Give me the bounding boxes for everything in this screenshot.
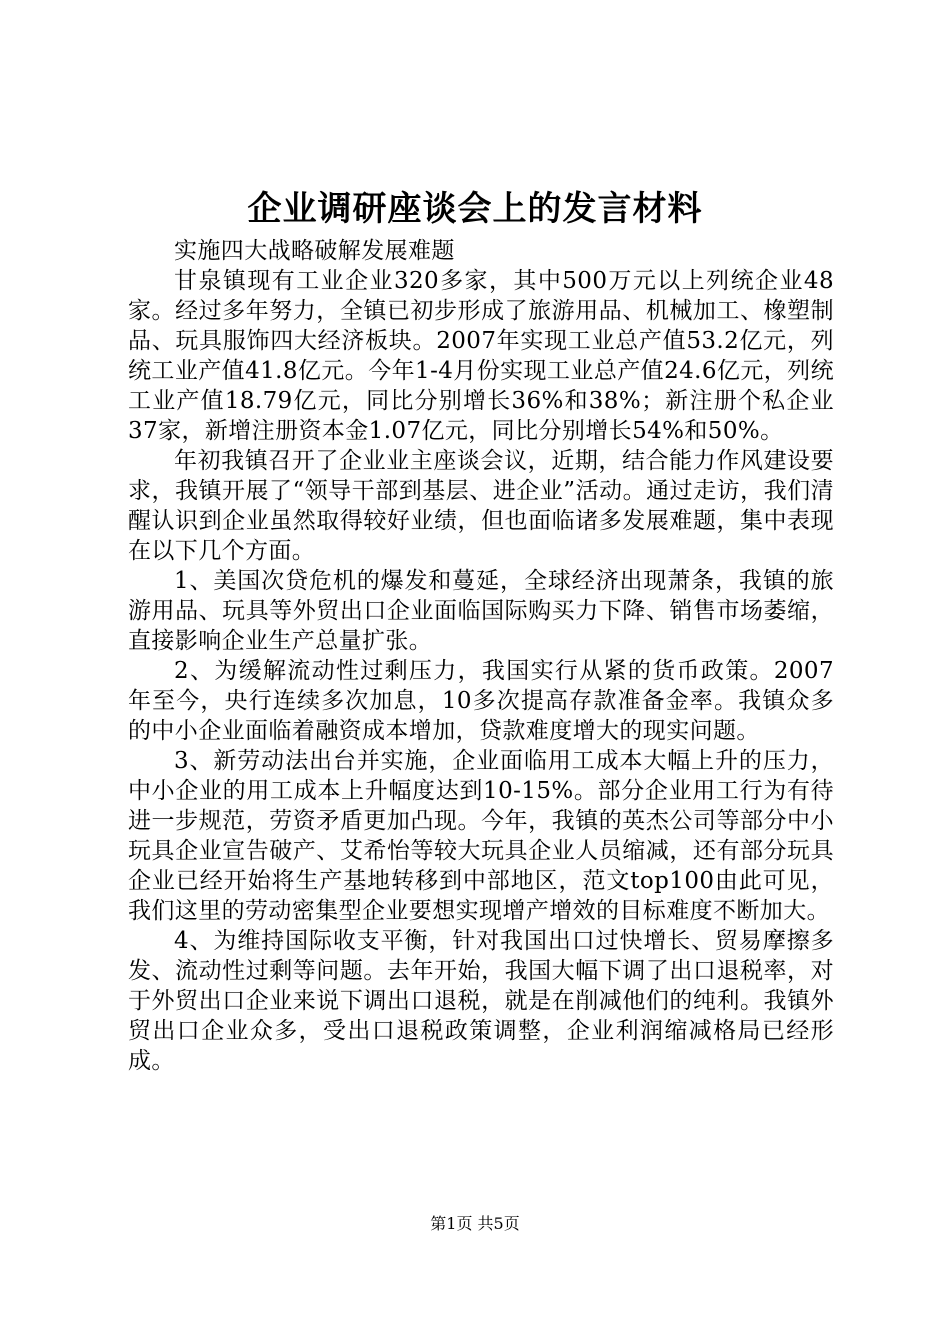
page-number-footer: 第1页 共5页	[430, 1214, 520, 1233]
paragraph-survey: 年初我镇召开了企业业主座谈会议，近期，结合能力作风建设要求，我镇开展了“领导干部到基层、进企业”活动。通过走访，我们清醒认识到企业虽然取得较好业绩，但也面临诸多发展难题，集中表现在以下几个方面。	[128, 448, 834, 564]
paragraph-point-2: 2、为缓解流动性过剩压力，我国实行从紧的货币政策。2007年至今，央行连续多次加息，10多次提高存款准备金率。我镇众多的中小企业面临着融资成本增加，贷款难度增大的现实问题。	[128, 658, 834, 744]
paragraph-point-1: 1、美国次贷危机的爆发和蔓延，全球经济出现萧条，我镇的旅游用品、玩具等外贸出口企业面临国际购买力下降、销售市场萎缩，直接影响企业生产总量扩张。	[128, 568, 834, 654]
paragraph-point-3: 3、新劳动法出台并实施，企业面临用工成本大幅上升的压力，中小企业的用工成本上升幅度达到10-15%。部分企业用工行为有待进一步规范，劳资矛盾更加凸现。今年，我镇的英杰公司等部分中小玩具企业宣告破产、艾希怡等较大玩具企业人员缩减，还有部分玩具企业已经开始将生产基地转移到中部地区，范文top100由此可见，我们这里的劳动密集型企业要想实现增产增效的目标难度不断加大。	[128, 748, 834, 924]
paragraph-point-4: 4、为维持国际收支平衡，针对我国出口过快增长、贸易摩擦多发、流动性过剩等问题。去年开始，我国大幅下调了出口退税率，对于外贸出口企业来说下调出口退税，就是在削减他们的纯利。我镇外贸出口企业众多，受出口退税政策调整，企业利润缩减格局已经形成。	[128, 928, 834, 1074]
document-body	[128, 236, 834, 1076]
paragraph-overview: 甘泉镇现有工业企业320多家，其中500万元以上列统企业48家。经过多年努力，全镇已初步形成了旅游用品、机械加工、橡塑制品、玩具服饰四大经济板块。2007年实现工业总产值53.2亿元，列统工业产值41.8亿元。今年1-4月份实现工业总产值24.6亿元，列统工业产值18.79亿元，同比分别增长36%和38%；新注册个私企业37家，新增注册资本金1.07亿元，同比分别增长54%和50%。	[128, 268, 834, 444]
document-subtitle: 实施四大战略破解发展难题	[174, 238, 455, 264]
document-title: 企业调研座谈会上的发言材料	[247, 189, 703, 229]
